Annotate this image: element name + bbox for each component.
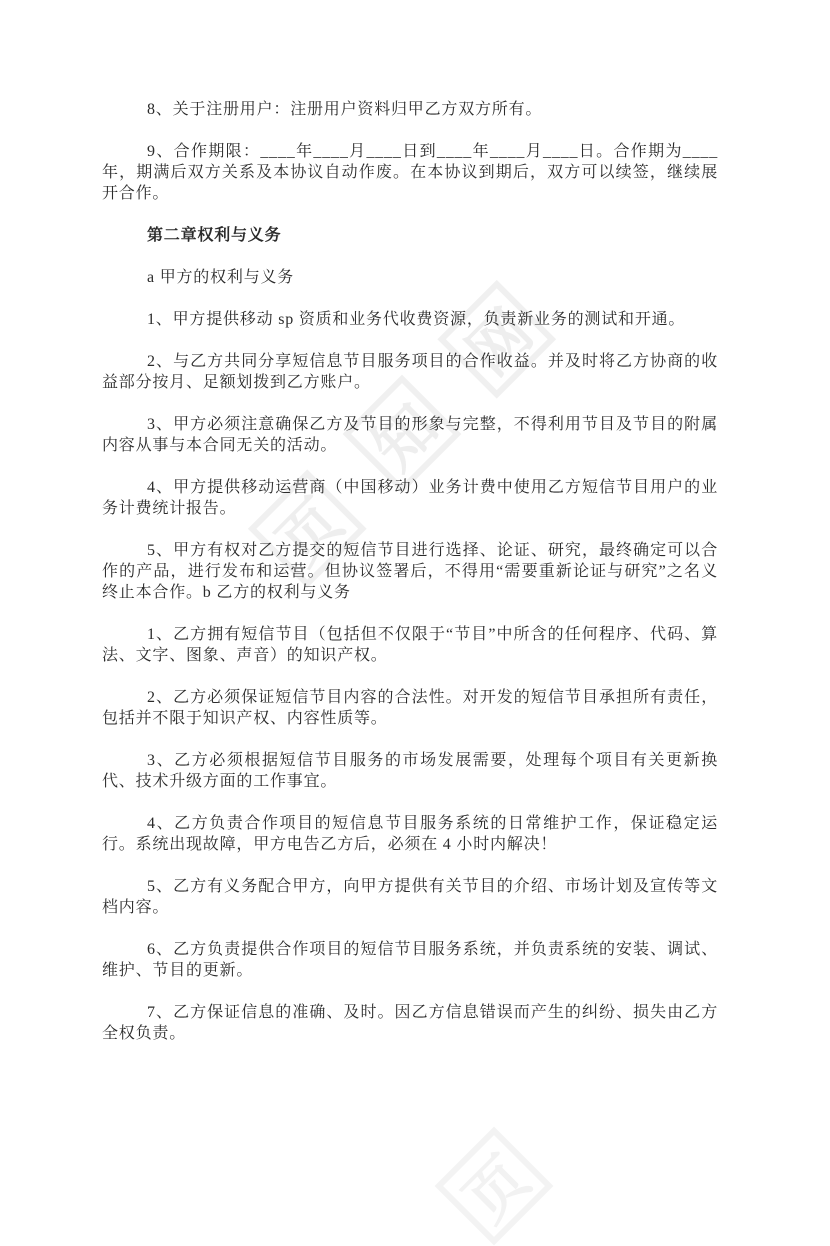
watermark-tile: 网: [437, 280, 556, 399]
paragraph-registered-users: 8、关于注册用户：注册用户资料归甲乙方双方所有。: [147, 101, 543, 118]
paragraph-b6: 6、乙方负责提供合作项目的短信节目服务系统，并负责系统的安装、调试、维护、节目的更新。: [102, 941, 718, 979]
section-heading-chapter2: 第二章权利与义务: [147, 227, 282, 244]
subsection-party-a: a 甲方的权利与义务: [147, 269, 295, 286]
paragraph-a3: 3、甲方必须注意确保乙方及节目的形象与完整，不得利用节目及节目的附属内容从事与本合同无关的活动。: [102, 416, 718, 454]
paragraph-a1: 1、甲方提供移动 sp 资质和业务代收费资源，负责新业务的测试和开通。: [147, 311, 686, 328]
paragraph-b5: 5、乙方有义务配合甲方，向甲方提供有关节目的介绍、市场计划及宣传等文档内容。: [102, 878, 718, 916]
paragraph-cooperation-term: 9、合作期限：____年____月____日到____年____月____日。合作期为____年，期满后双方关系及本协议自动作废。在本协议到期后，双方可以续签，继续展开合作。: [102, 143, 718, 202]
paragraph-b3: 3、乙方必须根据短信节目服务的市场发展需要，处理每个项目有关更新换代、技术升级方面的工作事宜。: [102, 752, 718, 790]
paragraph-b4: 4、乙方负责合作项目的短信息节目服务系统的日常维护工作，保证稳定运行。系统出现故障，甲方电告乙方后，必须在 4 小时内解决！: [102, 815, 718, 853]
paragraph-a4: 4、甲方提供移动运营商（中国移动）业务计费中使用乙方短信节目用户的业务计费统计报告。: [102, 479, 718, 517]
paragraph-b7: 7、乙方保证信息的准确、及时。因乙方信息错误而产生的纠纷、损失由乙方全权负责。: [102, 1004, 718, 1042]
paragraph-a2: 2、与乙方共同分享短信息节目服务项目的合作收益。并及时将乙方协商的收益部分按月、足额划拨到乙方账户。: [102, 353, 718, 391]
watermark-tile: 知: [343, 375, 462, 494]
paragraph-b2: 2、乙方必须保证短信节目内容的合法性。对开发的短信节目承担所有责任，包括并不限于知识产权、内容性质等。: [102, 689, 718, 727]
watermark-tile: 页: [248, 469, 367, 588]
paragraph-a5-and-party-b-heading: 5、甲方有权对乙方提交的短信节目进行选择、论证、研究，最终确定可以合作的产品，进行发布和运营。但协议签署后，不得用“需要重新论证与研究”之名义终止本合作。b 乙方的权利与义务: [102, 542, 718, 601]
watermark-tile: 页: [435, 1127, 554, 1246]
contract-text: [102, 99, 718, 1065]
watermark-bottom: [435, 1127, 554, 1246]
paragraph-b1: 1、乙方拥有短信节目（包括但不仅限于“节目”中所含的任何程序、代码、算法、文字、图象、声音）的知识产权。: [102, 626, 718, 664]
